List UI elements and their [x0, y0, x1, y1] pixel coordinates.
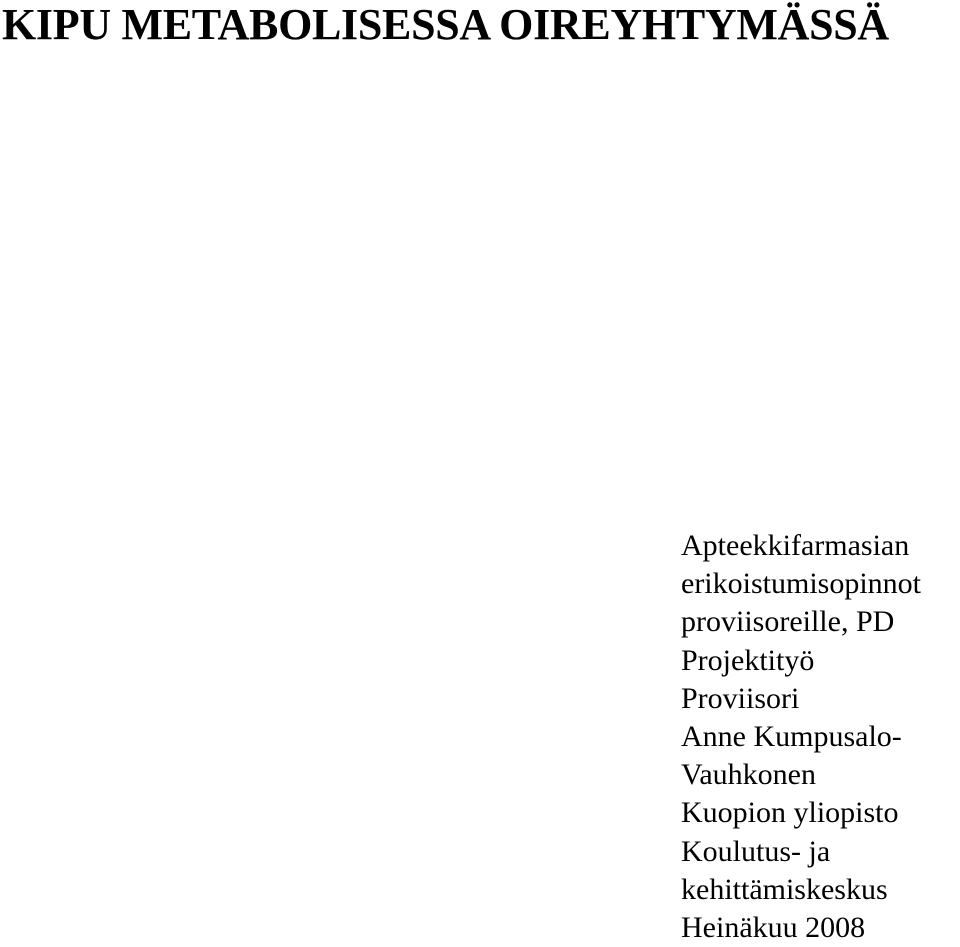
publication-date: Heinäkuu 2008: [681, 911, 866, 945]
author-name-line-2: Vauhkonen: [681, 758, 816, 792]
university: Kuopion yliopisto: [681, 796, 899, 830]
department-line-1: Koulutus- ja: [681, 834, 831, 868]
author-name-line-1: Anne Kumpusalo-: [681, 720, 902, 754]
document-title: KIPU METABOLISESSA OIREYHTYMÄSSÄ: [2, 0, 889, 49]
author-title: Proviisori: [681, 681, 800, 715]
document-type: Projektityö: [681, 643, 815, 677]
program-line-3: proviisoreille, PD: [681, 605, 895, 639]
program-line-1: Apteekkifarmasian: [681, 529, 910, 562]
author-info-block: [681, 527, 921, 947]
department-line-2: kehittämiskeskus: [681, 872, 888, 906]
program-line-2: erikoistumisopinnot: [681, 567, 921, 601]
